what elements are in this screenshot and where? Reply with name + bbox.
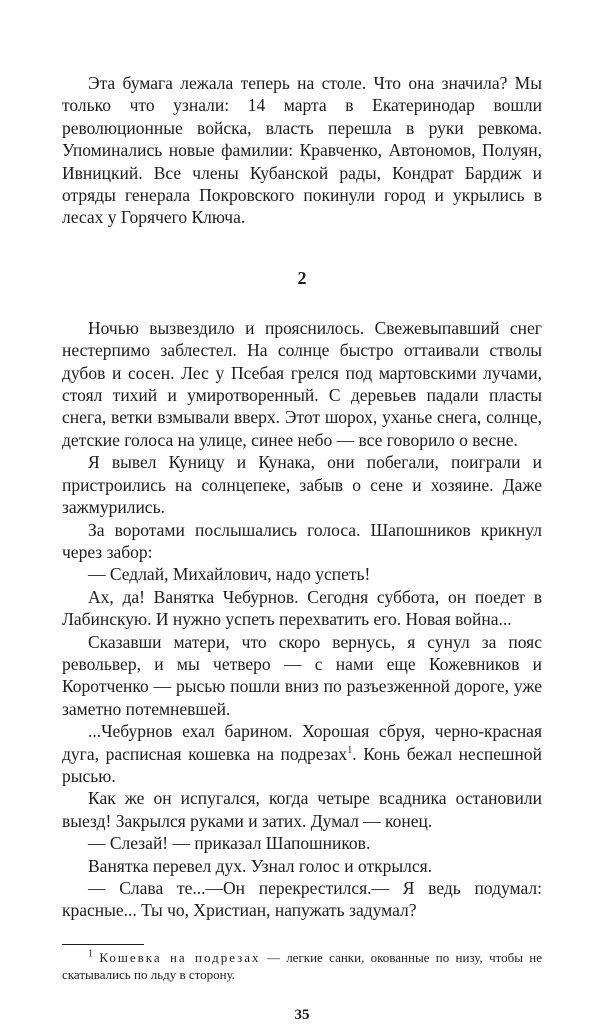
- paragraph-with-footnote: [62, 720, 542, 787]
- footnote-mark: 1: [88, 948, 93, 960]
- footnote-term: Кошевка на подрезах: [99, 949, 261, 965]
- paragraph: Как же он испугался, когда четыре всадника остановили выезд! Закрылся руками и затих. Думал — конец.: [62, 788, 542, 831]
- paragraph: Ах, да! Ванятка Чебурнов. Сегодня суббота, он поедет в Лабинскую. И нужно успеть перехватить его. Новая война...: [62, 586, 542, 630]
- paragraph-text: . Конь бежал неспешной рысью.: [62, 743, 542, 786]
- paragraph: Ванятка перевел дух. Узнал голос и открылся.: [88, 855, 433, 876]
- footnote-reference: 1: [347, 744, 353, 756]
- paragraph: Я вывел Куницу и Кунака, они побегали, поиграли и пристроились на солнцепеке, забыв о сене и хозяине. Даже зажмурились.: [62, 452, 542, 518]
- paragraph-opening: Эта бумага лежала теперь на столе. Что она значила? Мы только что узнали: 14 марта в Екатеринодар вошли революционные войска, власть перешла в руки ревкома. Упоминались новые фамилии: Кравченко, Автономов, Полуян, Ивницкий. Все члены Кубанской рады, Кондрат Бардиж и отряды генерала Покровского покинули город и укрылись в лесах у Горячего Ключа.: [62, 73, 542, 228]
- dialogue-line: — Седлай, Михайлович, надо успеть!: [88, 564, 371, 585]
- page-number: 35: [294, 1006, 310, 1023]
- footnote: [62, 949, 542, 983]
- paragraph-text: ...Чебурнов ехал барином. Хорошая сбруя, черно-красная дуга, расписная кошевка на подрезах: [62, 721, 542, 764]
- dialogue-line: — Слезай! — приказал Шапошников.: [88, 833, 371, 854]
- book-page: [62, 72, 542, 1024]
- paragraph: Ночью вызвездило и прояснилось. Свежевыпавший снег нестерпимо заблестел. На солнце быстро оттаивали стволы дубов и сосен. Лес у Псебая грелся под мартовскими лучами, стоял тихий и умиротворенный. С деревьев падали пласты снега, ветки взмывали вверх. Этот шорох, уханье снега, солнце, детские голоса на улице, синее небо — все говорило о весне.: [62, 317, 542, 450]
- dialogue-line: — Слава те...—Он перекрестился.— Я ведь подумал: красные... Ты чо, Христиан, напужать задумал?: [62, 878, 542, 921]
- paragraph: За воротами послышались голоса. Шапошников крикнул через забор:: [62, 519, 542, 562]
- paragraph: Сказавши матери, что скоро вернусь, я сунул за пояс револьвер, и мы четверо — с нами еще Кожевников и Коротченко — рысью пошли вниз по разъезженной дороге, уже заметно потемневшей.: [62, 631, 542, 719]
- chapter-number: 2: [297, 267, 307, 288]
- footnote-divider: [62, 944, 144, 945]
- footnote-text: — легкие санки, окованные по низу, чтобы не скатывались по льду в сторону.: [62, 949, 543, 982]
